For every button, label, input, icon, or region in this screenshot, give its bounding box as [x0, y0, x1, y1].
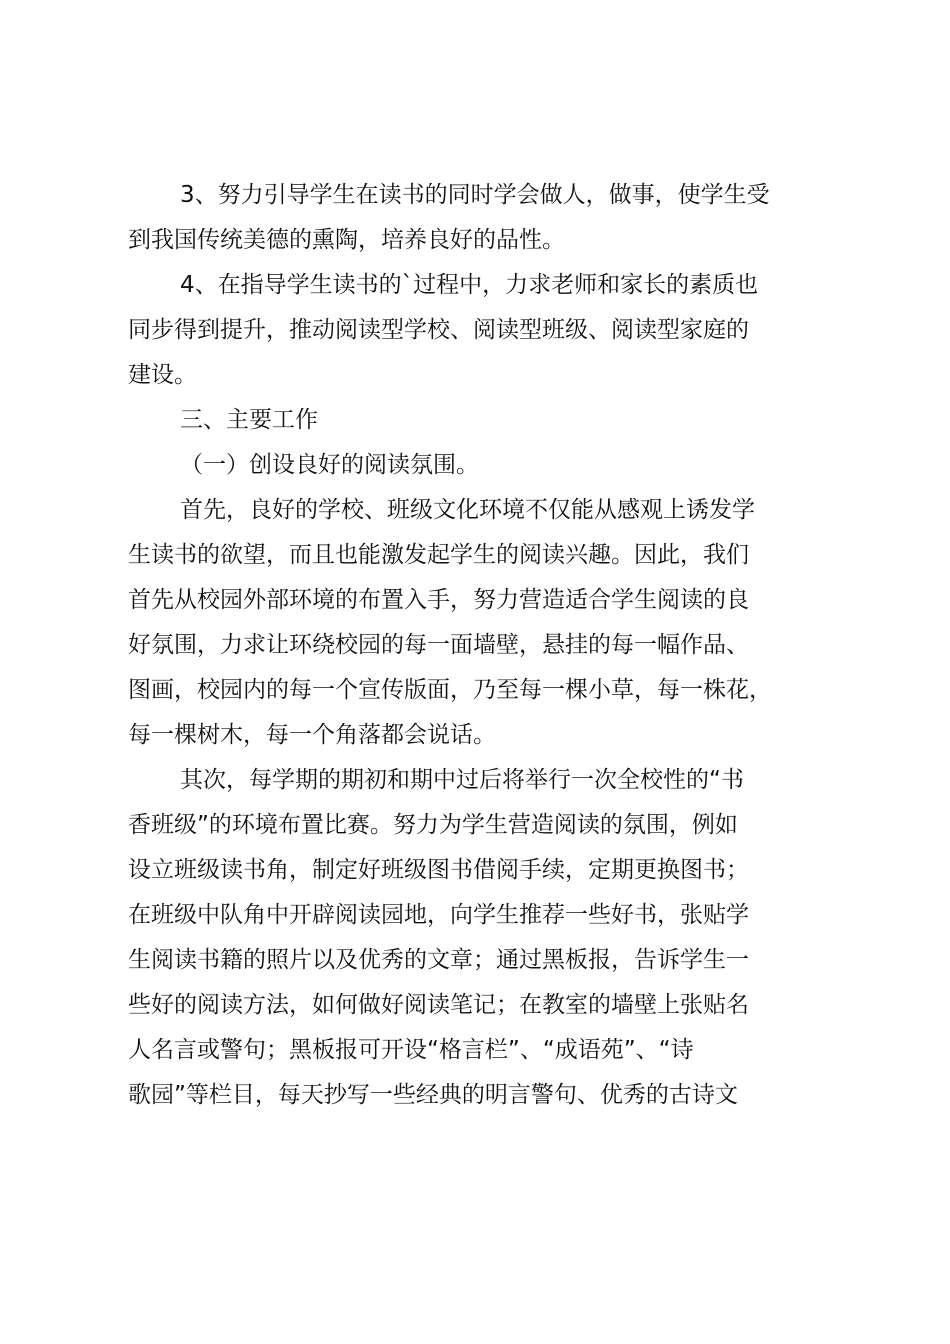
- text-line: 同步得到提升，推动阅读型学校、阅读型班级、阅读型家庭的: [128, 317, 749, 343]
- text-line: 好氛围，力求让环绕校园的每一面墙壁，悬挂的每一幅作品、: [128, 632, 749, 658]
- text-line: 3、努力引导学生在读书的同时学会做人，做事，使学生受: [180, 182, 770, 208]
- subsection-heading: [128, 443, 828, 488]
- paragraph-first: [128, 488, 828, 758]
- text-line: 建设。: [128, 362, 197, 388]
- text-line: 人名言或警句；黑板报可开设“格言栏”、“成语苑”、“诗: [128, 1037, 694, 1063]
- text-line: 歌园”等栏目，每天抄写一些经典的明言警句、优秀的古诗文: [128, 1082, 738, 1108]
- text-line: 生阅读书籍的照片以及优秀的文章；通过黑板报，告诉学生一: [128, 947, 749, 973]
- text-line: 生读书的欲望，而且也能激发起学生的阅读兴趣。因此，我们: [128, 542, 749, 568]
- text-line: 每一棵树木，每一个角落都会说话。: [128, 722, 496, 748]
- paragraph-second: [128, 758, 828, 1118]
- text-line: 到我国传统美德的熏陶，培养良好的品性。: [128, 227, 565, 253]
- text-line: 4、在指导学生读书的`过程中，力求老师和家长的素质也: [180, 272, 759, 298]
- text-line: 图画，校园内的每一个宣传版面，乃至每一棵小草，每一株花，: [128, 677, 772, 703]
- text-line: 首先从校园外部环境的布置入手，努力营造适合学生阅读的良: [128, 587, 749, 613]
- paragraph-goal-4: [128, 263, 828, 398]
- text-line: 在班级中队角中开辟阅读园地，向学生推荐一些好书，张贴学: [128, 902, 749, 928]
- text-line: 首先，良好的学校、班级文化环境不仅能从感观上诱发学: [180, 497, 755, 523]
- paragraph-goal-3: [128, 173, 828, 263]
- text-line: 其次，每学期的期初和期中过后将举行一次全校性的“书: [180, 767, 744, 793]
- text-line: 设立班级读书角，制定好班级图书借阅手续，定期更换图书；: [128, 857, 749, 883]
- document-body: [128, 173, 828, 1118]
- text-line: （一）创设良好的阅读氛围。: [180, 452, 479, 478]
- text-line: 香班级”的环境布置比赛。努力为学生营造阅读的氛围，例如: [128, 812, 738, 838]
- text-line: 些好的阅读方法，如何做好阅读笔记；在教室的墙壁上张贴名: [128, 992, 749, 1018]
- section-heading: [128, 398, 828, 443]
- text-line: 三、主要工作: [180, 407, 318, 433]
